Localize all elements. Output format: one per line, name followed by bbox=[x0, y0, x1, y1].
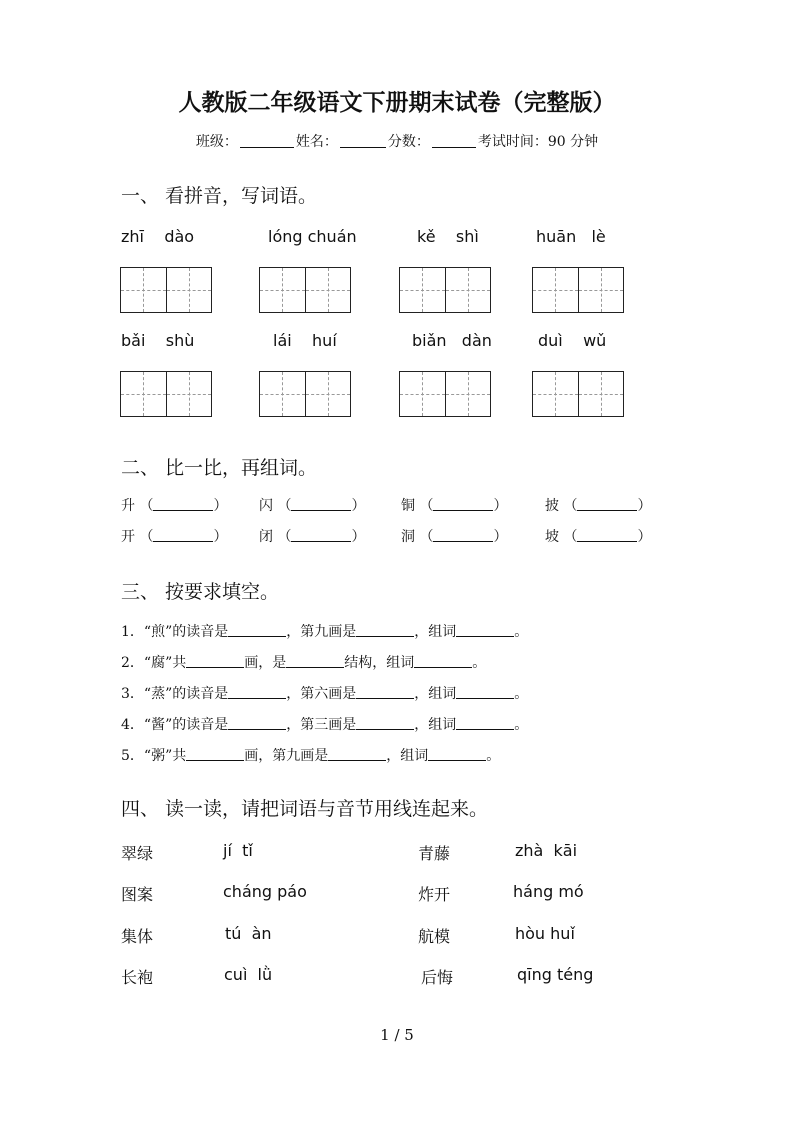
pinyin-1: zhī dào bbox=[121, 227, 195, 246]
section4-heading: 四、 读一读，请把词语与音节用线连起来。 bbox=[121, 798, 489, 820]
answer-blank[interactable] bbox=[356, 624, 414, 637]
name-blank[interactable] bbox=[340, 133, 386, 148]
score-blank[interactable] bbox=[432, 133, 476, 148]
section1-heading: 一、 看拼音，写词语。 bbox=[121, 185, 318, 207]
answer-blank[interactable] bbox=[328, 748, 386, 761]
compare-item: 洞 （ ） bbox=[401, 529, 508, 545]
fill-question: 2．“腐”共 画，是 结构，组词 。 bbox=[121, 655, 487, 671]
pinyin-2: lóng chuán bbox=[268, 227, 357, 246]
word-right: 后悔 bbox=[421, 968, 454, 987]
class-blank[interactable] bbox=[240, 133, 294, 148]
compare-item: 披 （ ） bbox=[545, 498, 652, 514]
writing-grid[interactable] bbox=[399, 371, 491, 417]
word-left: 图案 bbox=[121, 885, 154, 904]
pinyin-right: háng mó bbox=[513, 882, 584, 901]
fill-question: 3．“蒸”的读音是 ，第六画是 ，组词 。 bbox=[121, 686, 529, 702]
writing-grid[interactable] bbox=[532, 267, 624, 313]
exam-time: 考试时间：90 分钟 bbox=[477, 134, 599, 150]
pinyin-4: huān lè bbox=[536, 227, 606, 246]
writing-grid[interactable] bbox=[259, 267, 351, 313]
word-right: 航模 bbox=[418, 927, 451, 946]
answer-blank[interactable] bbox=[153, 498, 213, 511]
answer-blank[interactable] bbox=[428, 748, 486, 761]
answer-blank[interactable] bbox=[228, 624, 286, 637]
pinyin-6: lái huí bbox=[273, 331, 337, 350]
answer-blank[interactable] bbox=[414, 655, 472, 668]
pinyin-7: biǎn dàn bbox=[412, 331, 492, 350]
page-number: 1 / 5 bbox=[380, 1026, 414, 1044]
answer-blank[interactable] bbox=[433, 498, 493, 511]
word-left: 集体 bbox=[121, 927, 154, 946]
answer-blank[interactable] bbox=[356, 717, 414, 730]
answer-blank[interactable] bbox=[286, 655, 344, 668]
pinyin-right: zhà kāi bbox=[515, 841, 578, 860]
compare-item: 铜 （ ） bbox=[401, 498, 508, 514]
answer-blank[interactable] bbox=[456, 624, 514, 637]
answer-blank[interactable] bbox=[291, 529, 351, 542]
writing-grid[interactable] bbox=[120, 371, 212, 417]
word-right: 青藤 bbox=[418, 844, 451, 863]
pinyin-5: bǎi shù bbox=[121, 331, 195, 350]
pinyin-8: duì wǔ bbox=[538, 331, 607, 350]
pinyin-right: qīng téng bbox=[517, 965, 594, 984]
pinyin-3: kě shì bbox=[417, 227, 479, 246]
pinyin-left: tú àn bbox=[225, 924, 272, 943]
compare-item: 开 （ ） bbox=[121, 529, 228, 545]
answer-blank[interactable] bbox=[186, 655, 244, 668]
answer-blank[interactable] bbox=[433, 529, 493, 542]
answer-blank[interactable] bbox=[228, 686, 286, 699]
writing-grid[interactable] bbox=[259, 371, 351, 417]
score-label: 分数： bbox=[387, 134, 430, 150]
word-left: 长袍 bbox=[121, 968, 154, 987]
answer-blank[interactable] bbox=[456, 717, 514, 730]
answer-blank[interactable] bbox=[577, 498, 637, 511]
answer-blank[interactable] bbox=[577, 529, 637, 542]
writing-grid[interactable] bbox=[532, 371, 624, 417]
pinyin-left: jí tǐ bbox=[223, 841, 253, 860]
word-left: 翠绿 bbox=[121, 844, 154, 863]
fill-question: 5．“粥”共 画，第九画是 ，组词 。 bbox=[121, 748, 501, 764]
fill-question: 4．“酱”的读音是 ，第三画是 ，组词 。 bbox=[121, 717, 529, 733]
compare-item: 闪 （ ） bbox=[259, 498, 366, 514]
answer-blank[interactable] bbox=[153, 529, 213, 542]
answer-blank[interactable] bbox=[291, 498, 351, 511]
answer-blank[interactable] bbox=[186, 748, 244, 761]
name-label: 姓名： bbox=[295, 134, 338, 150]
section3-heading: 三、 按要求填空。 bbox=[121, 581, 280, 603]
answer-blank[interactable] bbox=[356, 686, 414, 699]
writing-grid[interactable] bbox=[399, 267, 491, 313]
pinyin-left: cuì lǜ bbox=[224, 965, 273, 984]
answer-blank[interactable] bbox=[456, 686, 514, 699]
writing-grid[interactable] bbox=[120, 267, 212, 313]
compare-item: 升 （ ） bbox=[121, 498, 228, 514]
pinyin-right: hòu huǐ bbox=[515, 924, 575, 943]
class-label: 班级： bbox=[195, 134, 238, 150]
compare-item: 闭 （ ） bbox=[259, 529, 366, 545]
fill-question: 1．“煎”的读音是 ，第九画是 ，组词 。 bbox=[121, 624, 529, 640]
page-title: 人教版二年级语文下册期末试卷（完整版） bbox=[178, 89, 616, 116]
word-right: 炸开 bbox=[418, 885, 451, 904]
student-info bbox=[0, 131, 794, 151]
pinyin-left: cháng páo bbox=[223, 882, 307, 901]
compare-item: 坡 （ ） bbox=[545, 529, 652, 545]
section2-heading: 二、 比一比，再组词。 bbox=[121, 457, 318, 479]
answer-blank[interactable] bbox=[228, 717, 286, 730]
